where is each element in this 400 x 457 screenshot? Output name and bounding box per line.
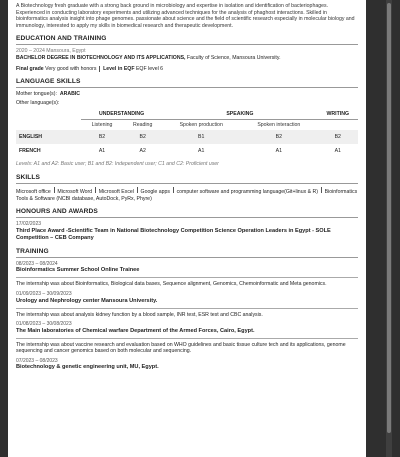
language-level: B2 [318,130,359,144]
intro-summary: A Biotechnology fresh graduate with a strong back ground in microbiology and expertise in isolation and identification of bacteriophages. Experienced in conducting laboratory experiments and utilizing advanced techniques for the analysis of phaghost interactions. Skilled in bioinformatics analysis insight into phage genomes. passionate about science and the field of scientific research especially in molecular biology and immunology, interested to apply my skills in biomedical research and therapeutic development. [16,3,355,29]
training-title: The Main laboratories of Chemical warfare Department of the Armed Forces, Cairo, Egypt. [16,327,255,334]
training-title: Urology and Nephrology center Mansoura University. [16,297,158,304]
language-level: B2 [240,130,317,144]
skill-item: Bioinformatics Tools & Software (NCBI database, AutoDock, PyRx, Phyre) [16,188,358,202]
skill-item: Microsoft office [16,188,51,195]
training-desc: The internship was about vaccine research and evaluation based on WHO guidelines and basic tissue culture tech and its applications, genome sequencing and cancer genomics based on both molecular and sequencing. [16,341,346,355]
training-date: 08/2023 – 08/2024 [16,260,58,267]
divider [95,187,96,193]
level-value: EQF level 6 [135,65,164,72]
education-date: 2020 – 2024 Mansoura, Egypt [16,48,86,55]
honor-title: Third Place Award -Scientific Team in National Biotechnology Competition Science Operation Leaders in Egypt - SOLE Competition – CEB Company [16,227,331,241]
education-degree: BACHELOR DEGREE IN BIOTECHNOLOGY AND ITS APPLICATIONS, [16,54,186,61]
language-row [16,144,358,158]
training-title: Bioinformatics Summer School Online Trainee [16,267,140,274]
language-row [16,130,358,144]
skills-heading: SKILLS [16,174,358,184]
training-desc: The internship was about Bioinformatics, Biological data bases, Sequence alignment, Genomics, Chemoinformatic and Meta genomics. [16,281,327,288]
language-level: A1 [275,148,282,155]
divider [54,187,55,193]
training-heading: TRAINING [16,248,358,258]
skill-item: Google apps [140,188,170,195]
group-writing: WRITING [318,109,359,120]
subhead-reading: Reading [133,122,153,129]
divider [137,187,138,193]
divider [16,277,358,278]
subhead-listening: Listening [91,122,113,129]
language-level: A1 [198,148,205,155]
language-level: B2 [123,130,162,144]
cv-page [8,0,366,457]
training-date: 01/09/2023 – 30/09/2023 [16,290,72,297]
training-title: Biotechnology & genetic engineering unit, MU, Egypt. [16,364,159,371]
language-level: A1 [98,148,106,155]
training-entry [16,288,358,318]
final-grade-value: Very good with honors [45,65,97,72]
training-entry [16,318,358,355]
education-faculty: Faculty of Science, Mansoura University. [186,54,281,61]
divider [321,187,322,193]
group-understanding: UNDERSTANDING [81,109,162,120]
training-entry [16,258,358,288]
divider [16,308,358,309]
language-level: A2 [139,148,146,155]
subhead-spoken-interaction: Spoken interaction [257,122,301,129]
scrollbar-thumb[interactable] [387,3,391,433]
language-name: FRENCH [19,148,41,155]
language-table [16,109,358,158]
language-level: B2 [81,130,123,144]
skill-item: computer software and programming language(Git+linux & R) [176,188,318,195]
language-name: ENGLISH [16,130,81,144]
language-level: B1 [162,130,240,144]
language-heading: LANGUAGE SKILLS [16,78,358,88]
training-desc: The internship was about analysis kidney function by a blood sample, INR test, ESR test and CBC analysis. [16,311,263,318]
final-grade-label: Final grade [16,65,44,72]
divider [173,187,174,193]
honor-date: 17/02/2023 [16,221,42,228]
honors-heading: HONOURS AND AWARDS [16,208,358,218]
skill-item: Microsoft Excel [98,188,134,195]
skill-item: Microsoft Word [57,188,93,195]
training-date: 07/2023 – 08/2023 [16,357,58,364]
mother-tongue-value: ARABIC [59,91,81,98]
training-date: 01/08/2023 – 30/08/2023 [16,321,72,328]
other-languages-label: Other language(s): [16,99,60,106]
subhead-spoken-production: Spoken production [179,122,223,129]
group-speaking: SPEAKING [162,109,317,120]
mother-tongue-label: Mother tongue(s): [16,91,57,98]
training-entry [16,355,358,372]
language-level: A1 [334,148,341,155]
level-label: Level in EQF [103,65,135,72]
education-heading: EDUCATION AND TRAINING [16,35,358,45]
divider [99,66,100,72]
skills-list [16,187,358,202]
levels-note: Levels: A1 and A2: Basic user; B1 and B2: Independent user; C1 and C2: Proficient user [16,161,219,168]
divider [16,338,358,339]
